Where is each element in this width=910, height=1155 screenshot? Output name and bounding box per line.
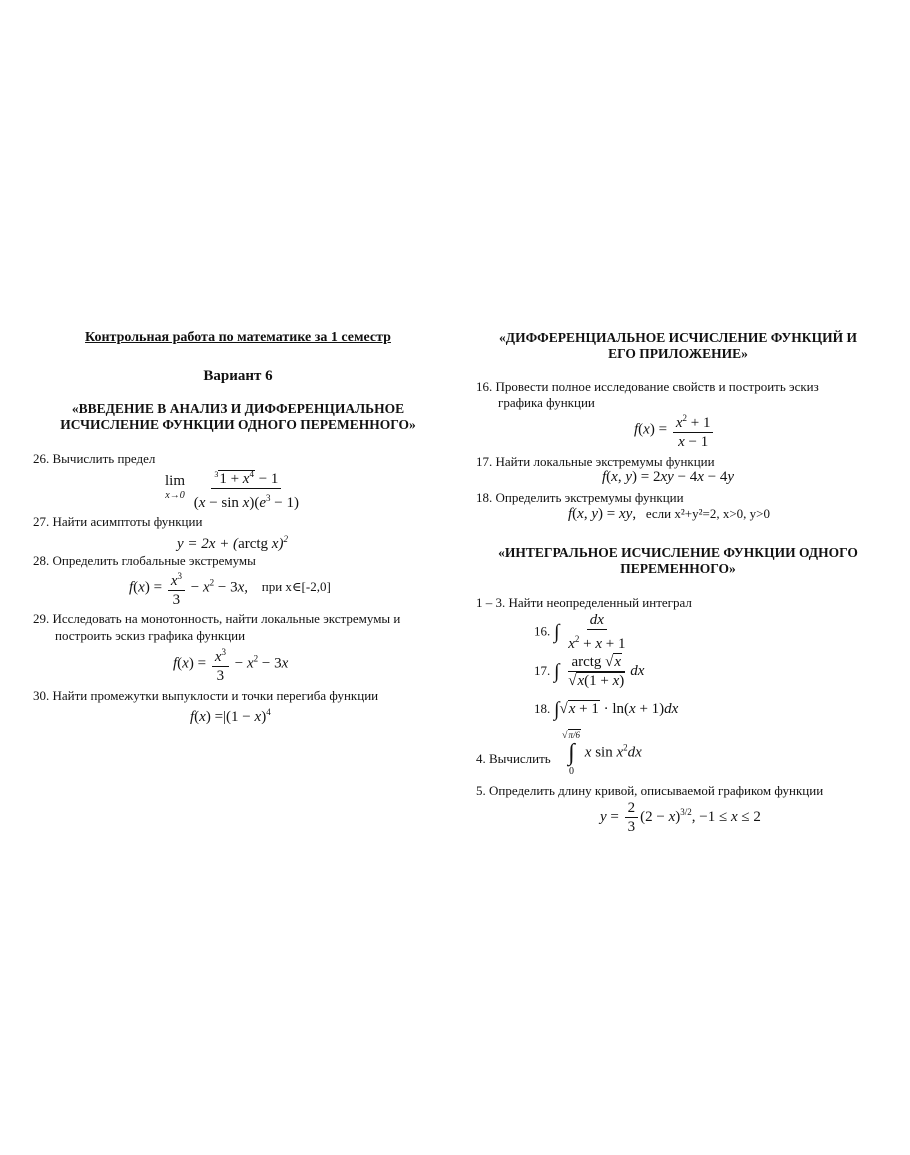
- integral-18-label: 18.: [534, 701, 551, 716]
- integral-18: 18. ∫√x + 1 · ln(x + 1)dx: [534, 698, 679, 721]
- task-29-text-line-2: построить эскиз графика функции: [55, 628, 246, 643]
- task-29-formula: f(x) = $\frac{x^3}{3}$ − $x^2 - 3x$: [173, 644, 288, 684]
- task-16-formula: f(x) = $\frac{x^2 + 1}{x - 1}$: [634, 410, 715, 450]
- task-17-text: 17. Найти локальные экстремумы функции: [476, 454, 715, 469]
- right-section-title-line-1: «ДИФФЕРЕНЦИАЛЬНОЕ ИСЧИСЛЕНИЕ ФУНКЦИЙ И: [499, 330, 857, 345]
- right-section-title-line-2: ЕГО ПРИЛОЖЕНИЕ»: [608, 346, 748, 361]
- task-4-text: 4. Вычислить: [476, 751, 551, 766]
- section-title-line-2: ИСЧИСЛЕНИЕ ФУНКЦИИ ОДНОГО ПЕРЕМЕННОГО»: [60, 417, 416, 432]
- task-16-text-line-2: графика функции: [498, 395, 595, 410]
- task-28-condition: при x∈[-2,0]: [261, 579, 331, 595]
- task-28-formula: f(x) = $\frac{x^3}{3}$ − $x^2 - 3x$, при x∈[-2,0]: [129, 568, 449, 608]
- task-18-condition: если x²+y²=2, x>0, y>0: [645, 506, 770, 521]
- integral-16-label: 16.: [534, 623, 551, 639]
- task-26-text: 26. Вычислить предел: [33, 451, 156, 466]
- task-18-formula: f(x, y) = xy, если x²+y²=2, x>0, y>0: [568, 506, 770, 522]
- integral-16: 16. ∫ $\frac{dx}{x^2 + x + 1}$: [534, 612, 626, 652]
- integral-17: 17. ∫ $\frac{\text{arctg √x}}{√x(1 + x)}$ dx: [534, 654, 645, 689]
- task-4-formula: √π/6 ∫ 0 x $\sin x^2dx$: [562, 730, 642, 777]
- integral-section-title-line-1: «ИНТЕГРАЛЬНОЕ ИСЧИСЛЕНИЕ ФУНКЦИИ ОДНОГО: [498, 545, 858, 560]
- task-17-formula: f(x, y) = 2xy − 4x − 4y: [602, 469, 735, 485]
- task-27-text: 27. Найти асимптоты функции: [33, 514, 203, 529]
- integral-task-text: 1 – 3. Найти неопределенный интеграл: [476, 595, 692, 610]
- variant-heading: Вариант 6: [203, 368, 273, 384]
- task-30-formula: $f(x) =|(1 - x)^4$: [190, 707, 271, 725]
- task-30-text: 30. Найти промежутки выпуклости и точки перегиба функции: [33, 688, 379, 703]
- task-27-formula: y = 2x + (arctg x)$^2$: [177, 534, 288, 552]
- integral-17-label: 17.: [534, 662, 551, 678]
- document-title: Контрольная работа по математике за 1 семестр: [85, 330, 391, 345]
- task-5-text: 5. Определить длину кривой, описываемой графиком функции: [476, 783, 824, 798]
- task-18-text: 18. Определить экстремумы функции: [476, 490, 684, 505]
- section-title-line-1: «ВВЕДЕНИЕ В АНАЛИЗ И ДИФФЕРЕНЦИАЛЬНОЕ: [71, 401, 405, 416]
- task-16-text-line-1: 16. Провести полное исследование свойств и построить эскиз: [476, 379, 819, 394]
- integral-section-title-line-2: ПЕРЕМЕННОГО»: [620, 561, 736, 576]
- task-26-formula: lim x→0 $\frac{^31 + x^4 - 1}{(x - \sin x)(e^3 - 1)}$: [165, 466, 405, 511]
- task-5-formula: y = $\frac{2}{3}$ $(2 - x)^{3/2}$, −1 ≤ x ≤ 2: [600, 800, 761, 835]
- task-29-text-line-1: 29. Исследовать на монотонность, найти локальные экстремумы и: [33, 611, 401, 626]
- task-28-text: 28. Определить глобальные экстремумы: [33, 553, 256, 568]
